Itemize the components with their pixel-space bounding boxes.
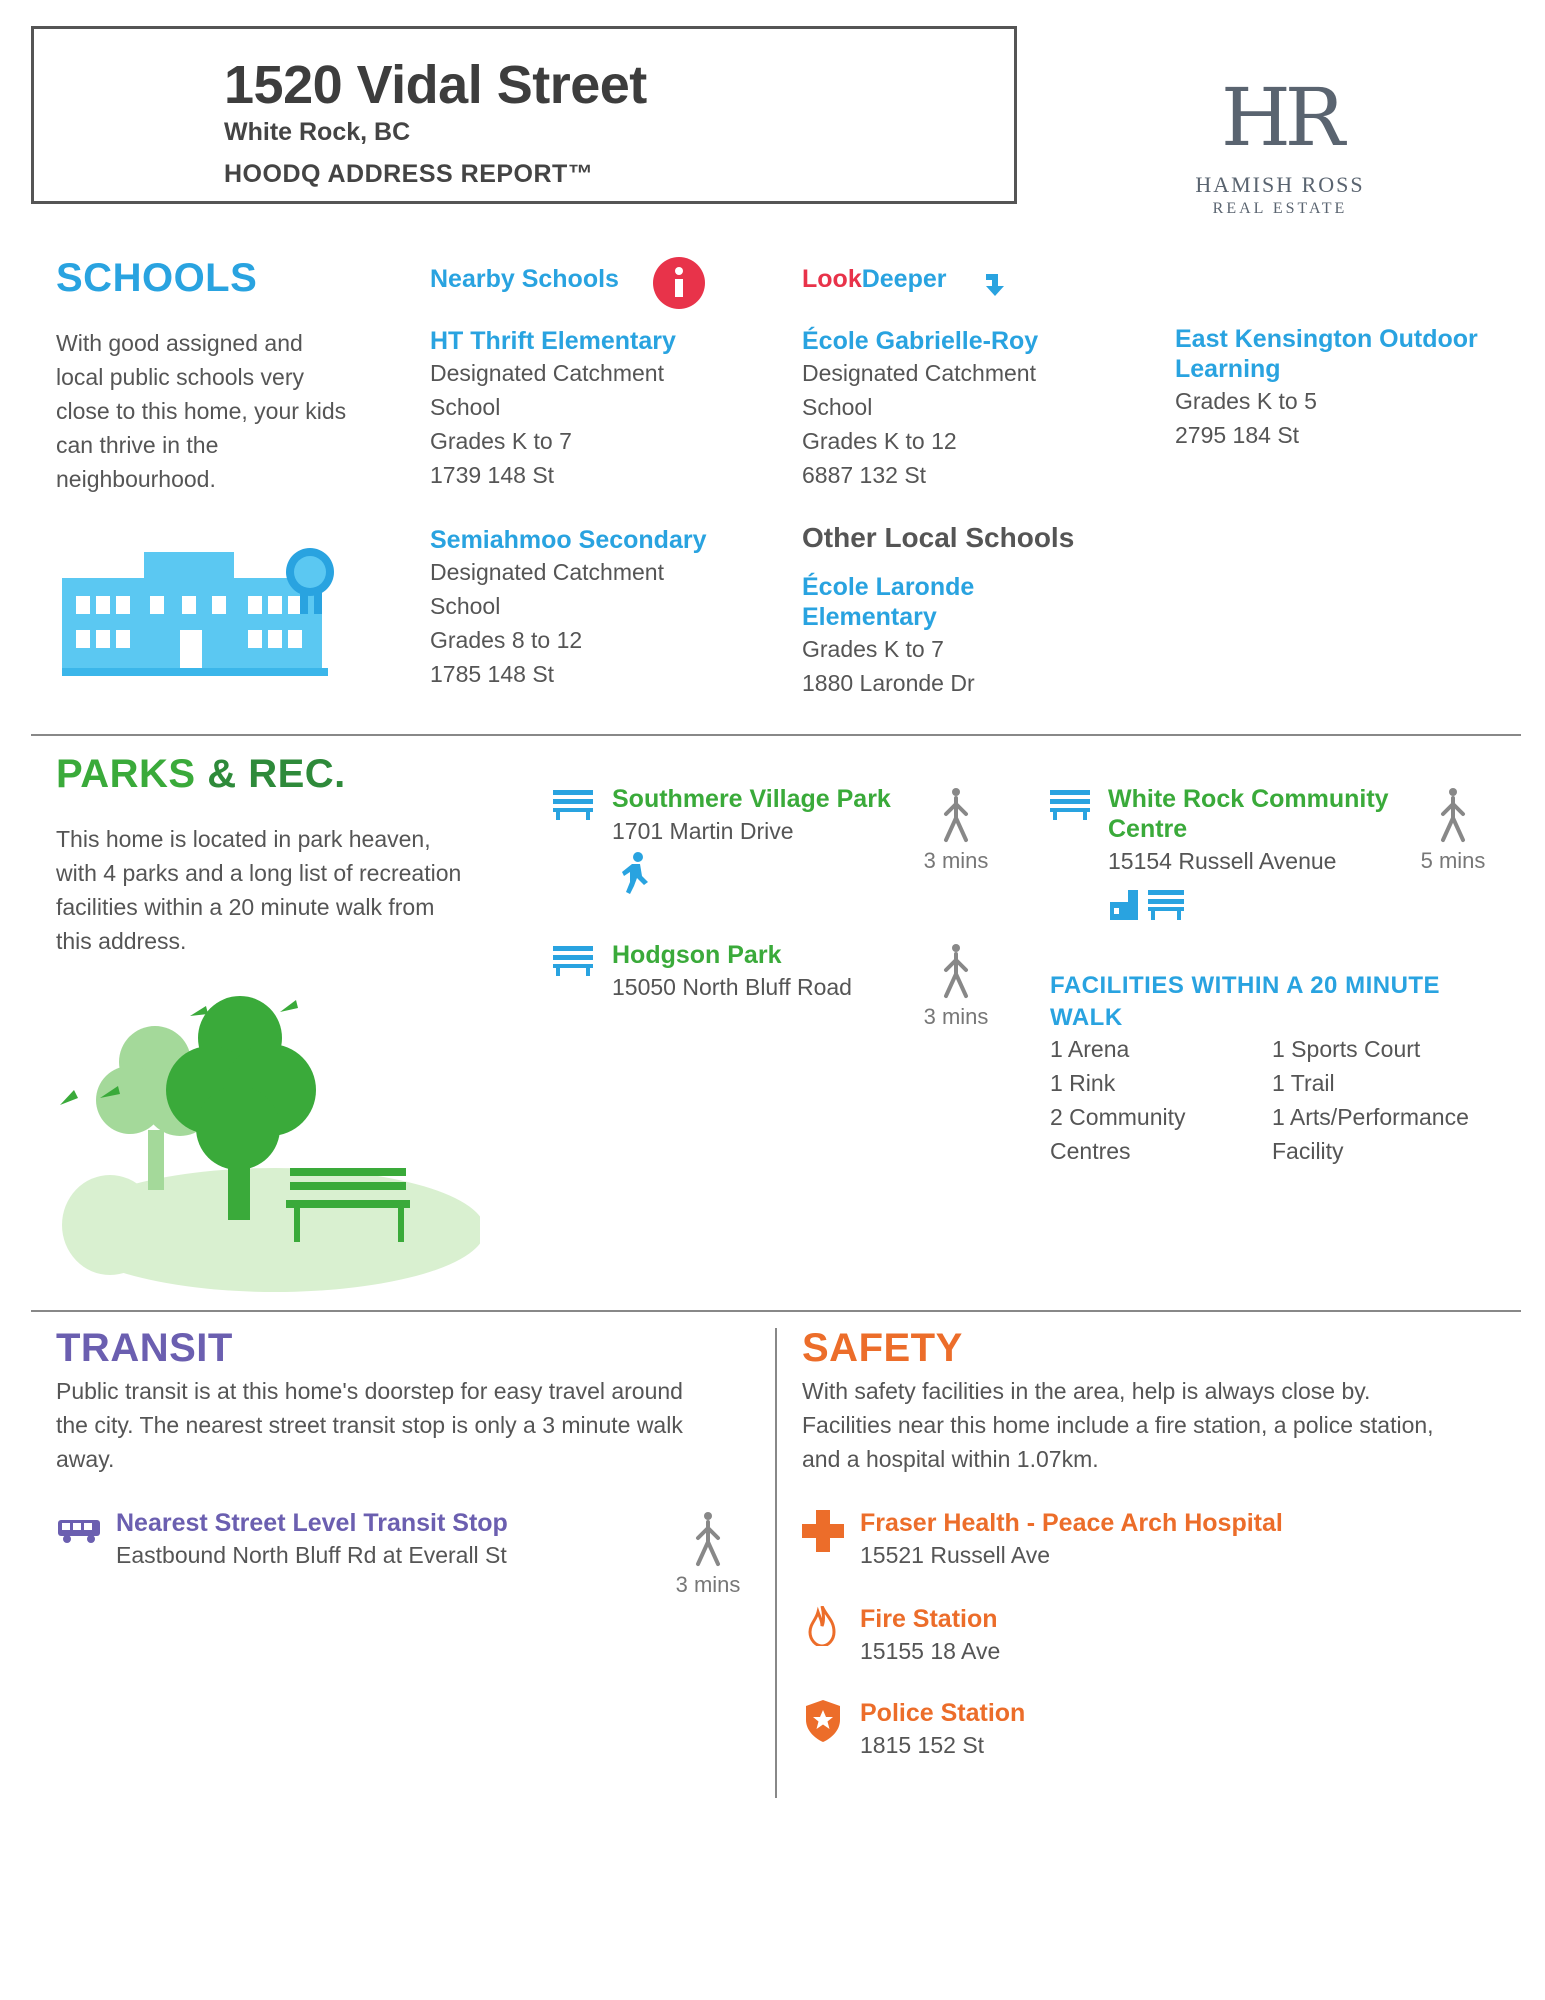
transit-mins: 3 mins — [675, 1572, 741, 1597]
safety-police-station[interactable]: Police Station 1815 152 St — [860, 1699, 1026, 1758]
park-southmere[interactable]: Southmere Village Park 1701 Martin Drive — [612, 785, 891, 844]
transit-title: TRANSIT — [56, 1326, 233, 1370]
address-city: White Rock, BC — [224, 118, 411, 146]
nearby-schools-label: Nearby Schools — [430, 265, 619, 293]
transit-stop[interactable]: Nearest Street Level Transit Stop Eastbound North Bluff Rd at Everall St — [116, 1509, 508, 1568]
walk-icon — [938, 786, 974, 844]
school-laronde[interactable]: École Laronde Elementary Grades K to 7 1880 Laronde Dr — [802, 573, 975, 696]
park-community-centre-mins: 5 mins — [1420, 848, 1486, 873]
address-title: 1520 Vidal Street — [224, 55, 647, 115]
school-semiahmoo[interactable]: Semiahmoo Secondary Designated Catchment School Grades 8 to 12 1785 148 St — [430, 526, 707, 687]
school-gabrielle-roy[interactable]: École Gabrielle-Roy Designated Catchment School Grades K to 12 6887 132 St — [802, 327, 1039, 488]
logo-sub: REAL ESTATE — [1212, 200, 1348, 217]
safety-fire-station[interactable]: Fire Station 15155 18 Ave — [860, 1605, 1001, 1664]
facilities-list-left: 1 Arena 1 Rink 2 Community Centres — [1050, 1036, 1186, 1164]
arrow-down-icon — [982, 268, 1012, 298]
info-icon[interactable] — [652, 256, 706, 310]
facilities-title: FACILITIES WITHIN A 20 MINUTE WALK — [1050, 972, 1441, 1031]
bench-icon — [553, 790, 593, 820]
schools-description: With good assigned and local public schools very close to this home, your kids can thrive in the neighbourhood. — [56, 330, 347, 492]
walk-icon — [1435, 786, 1471, 844]
school-building-icon — [62, 538, 347, 678]
facility-icons — [1108, 888, 1188, 920]
school-east-kensington[interactable]: East Kensington Outdoor Learning Grades K to 5 2795 184 St — [1175, 325, 1478, 448]
park-white-rock-community-centre[interactable]: White Rock Community Centre 15154 Russell Avenue — [1108, 785, 1389, 874]
divider-parks — [31, 1310, 1521, 1312]
park-southmere-mins: 3 mins — [923, 848, 989, 873]
trees-icon — [60, 990, 480, 1300]
police-badge-icon — [806, 1700, 840, 1742]
safety-title: SAFETY — [802, 1326, 963, 1370]
schools-title: SCHOOLS — [56, 256, 258, 300]
other-schools-label: Other Local Schools — [802, 522, 1075, 553]
walk-icon — [938, 942, 974, 1000]
safety-hospital[interactable]: Fraser Health - Peace Arch Hospital 15521 Russell Ave — [860, 1509, 1283, 1568]
bus-icon — [58, 1518, 100, 1544]
divider-vertical — [775, 1328, 777, 1798]
parks-title: PARKS & REC. — [56, 752, 346, 796]
lookdeeper-link[interactable]: LookDeeper — [802, 265, 947, 293]
facilities-list-right: 1 Sports Court 1 Trail 1 Arts/Performance Facility — [1272, 1036, 1469, 1164]
report-label: HOODQ ADDRESS REPORT™ — [224, 160, 594, 188]
walk-icon — [690, 1510, 726, 1568]
logo-name: HAMISH ROSS — [1195, 172, 1365, 197]
transit-description: Public transit is at this home's doorstep for easy travel around the city. The nearest street transit stop is only a 3 minute walk away. — [56, 1378, 683, 1472]
park-hodgson-mins: 3 mins — [923, 1004, 989, 1029]
bench-icon — [553, 946, 593, 976]
running-icon — [620, 852, 650, 894]
park-hodgson[interactable]: Hodgson Park 15050 North Bluff Road — [612, 941, 852, 1000]
bench-icon — [1050, 790, 1090, 820]
logo-mark: HR — [1221, 71, 1339, 164]
fire-icon — [808, 1606, 836, 1646]
school-ht-thrift[interactable]: HT Thrift Elementary Designated Catchment School Grades K to 7 1739 148 St — [430, 327, 676, 488]
parks-description: This home is located in park heaven, with 4 parks and a long list of recreation facilities within a 20 minute walk from this address. — [56, 826, 462, 954]
safety-description: With safety facilities in the area, help is always close by. Facilities near this home include a fire station, a police station, and a hospital within 1.07km. — [802, 1378, 1434, 1472]
divider-schools — [31, 734, 1521, 736]
hospital-cross-icon — [802, 1510, 844, 1552]
